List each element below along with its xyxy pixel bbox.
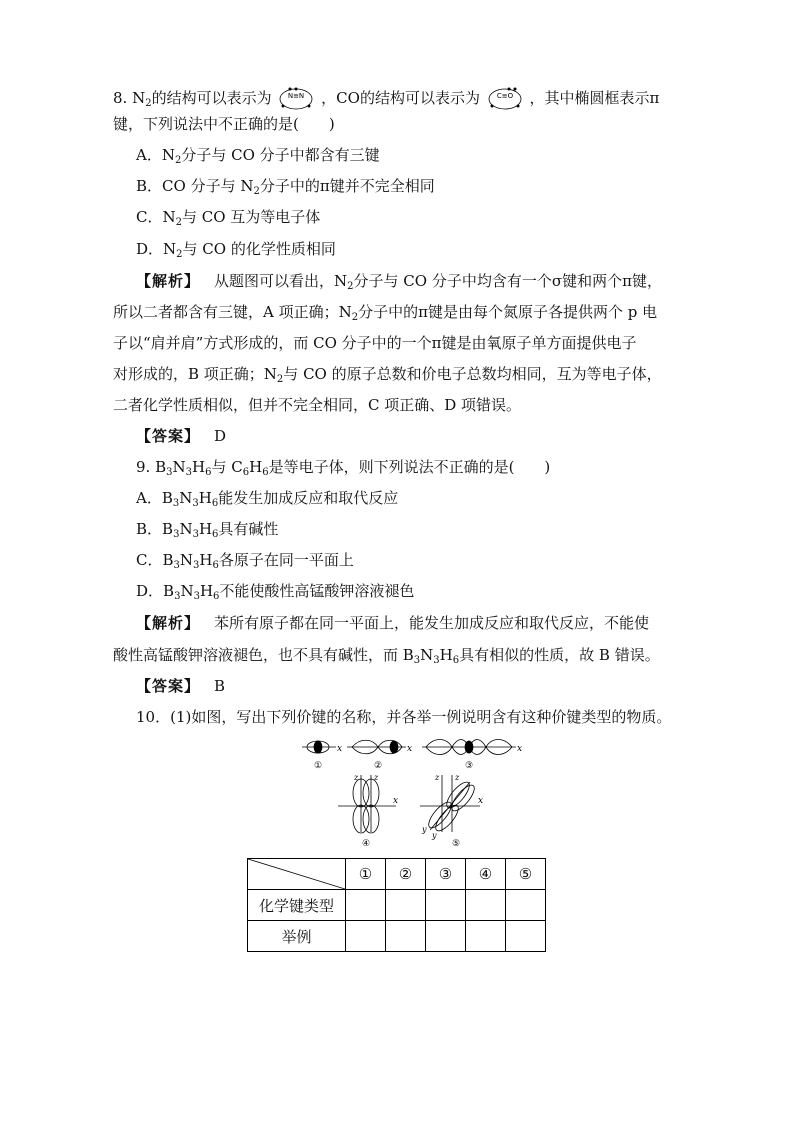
svg-text:x: x bbox=[478, 796, 484, 806]
svg-text:⑤: ⑤ bbox=[451, 839, 461, 849]
q8-stem-line2: 键，下列说法中不正确的是( ) bbox=[113, 115, 335, 133]
svg-text:y: y bbox=[432, 831, 437, 840]
orbital-diagram-5 bbox=[420, 773, 483, 849]
orbital-diagram-2 bbox=[347, 740, 412, 771]
q8-option-a: A．$N_2$分子与 CO 分子中都含有三键 bbox=[136, 146, 380, 166]
table-header-row bbox=[248, 859, 546, 890]
svg-text:z: z bbox=[374, 773, 379, 782]
answer-cell[interactable] bbox=[506, 921, 546, 952]
q8-analysis-line1: 【解析】 从题图可以看出，$N_2$分子与 CO 分子中均含有一个σ键和两个π键， bbox=[136, 272, 662, 292]
table-row-example bbox=[248, 921, 546, 952]
svg-text:C≡O: C≡O bbox=[496, 92, 513, 100]
q10-stem: 10．(1)如图，写出下列价键的名称，并各举一例说明含有这种价键类型的物质。 bbox=[136, 708, 672, 726]
q9-option-d: D．$B_3N_3H_6$不能使酸性高锰酸钾溶液褪色 bbox=[136, 582, 415, 602]
svg-text:z: z bbox=[435, 773, 440, 782]
answer-cell[interactable] bbox=[346, 890, 386, 921]
q8-analysis-line2: 所以二者都含有三键，A 项正确；$N_2$分子中的π键是由每个氮原子各提供两个 p 电 bbox=[113, 303, 658, 323]
q8-option-b: B．CO 分子与 $N_2$分子中的π键并不完全相同 bbox=[136, 177, 435, 197]
answer-cell[interactable] bbox=[386, 921, 426, 952]
orbital-diagram-4 bbox=[338, 773, 398, 849]
table-corner-cell bbox=[248, 859, 346, 890]
svg-text:y: y bbox=[422, 825, 427, 834]
answer-cell[interactable] bbox=[426, 890, 466, 921]
q9-answer: 【答案】 B bbox=[136, 677, 226, 695]
svg-text:①: ① bbox=[313, 761, 323, 771]
svg-text:x: x bbox=[407, 744, 413, 754]
svg-text:x: x bbox=[517, 744, 523, 754]
q8-analysis-line5: 二者化学性质相似，但并不完全相同，C 项正确、D 项错误。 bbox=[113, 396, 522, 414]
q9-analysis-line1: 【解析】 苯所有原子都在同一平面上，能发生加成反应和取代反应，不能使 bbox=[136, 614, 650, 632]
svg-text:x: x bbox=[337, 744, 343, 754]
orbital-diagram-1 bbox=[302, 741, 342, 771]
q8-analysis-line4: 对形成的，B 项正确；$N_2$与 CO 的原子总数和价电子总数均相同，互为等电子体， bbox=[113, 365, 662, 385]
svg-text:②: ② bbox=[373, 761, 383, 771]
answer-cell[interactable] bbox=[386, 890, 426, 921]
svg-text:z: z bbox=[455, 773, 460, 782]
svg-text:z: z bbox=[354, 773, 359, 782]
table-header-5: ⑤ bbox=[506, 859, 546, 890]
orbital-diagram-3 bbox=[422, 740, 522, 772]
answer-cell[interactable] bbox=[466, 890, 506, 921]
table-row-bond-type bbox=[248, 890, 546, 921]
svg-text:④: ④ bbox=[361, 839, 371, 849]
row-label-example: 举例 bbox=[248, 921, 346, 952]
q8-answer: 【答案】 D bbox=[136, 427, 227, 445]
q8-option-d: D．$N_2$与 CO 的化学性质相同 bbox=[136, 240, 336, 260]
answer-cell[interactable] bbox=[346, 921, 386, 952]
svg-text:x: x bbox=[393, 796, 399, 806]
answer-cell[interactable] bbox=[506, 890, 546, 921]
table-header-4: ④ bbox=[466, 859, 506, 890]
q9-option-a: A．$B_3N_3H_6$能发生加成反应和取代反应 bbox=[136, 489, 399, 509]
q9-option-c: C．$B_3N_3H_6$各原子在同一平面上 bbox=[136, 551, 354, 571]
n2-structure-diagram bbox=[278, 84, 314, 112]
co-structure-diagram bbox=[487, 84, 523, 112]
q9-stem: 9. $B_3N_3H_6$与 $C_6H_6$是等电子体，则下列说法不正确的是( ) bbox=[136, 458, 551, 478]
q8-stem-line1: 8. $N_2$的结构可以表示为 N≡N ，CO的结构可以表示为 C≡O ，其中椭圆框表示π bbox=[113, 84, 659, 112]
bond-type-table bbox=[247, 858, 546, 952]
answer-cell[interactable] bbox=[466, 921, 506, 952]
answer-cell[interactable] bbox=[426, 921, 466, 952]
row-label-bond-type: 化学键类型 bbox=[248, 890, 346, 921]
svg-text:N≡N: N≡N bbox=[288, 92, 305, 100]
table-header-3: ③ bbox=[426, 859, 466, 890]
svg-text:③: ③ bbox=[464, 761, 474, 771]
table-header-2: ② bbox=[386, 859, 426, 890]
q8-analysis-line3: 子以“肩并肩”方式形成的，而 CO 分子中的一个π键是由氧原子单方面提供电子 bbox=[113, 334, 637, 352]
q8-option-c: C．$N_2$与 CO 互为等电子体 bbox=[136, 208, 321, 228]
table-header-1: ① bbox=[346, 859, 386, 890]
q9-option-b: B．$B_3N_3H_6$具有碱性 bbox=[136, 520, 279, 540]
q9-analysis-line2: 酸性高锰酸钾溶液褪色，也不具有碱性，而 $B_3N_3H_6$具有相似的性质，故 B 错误。 bbox=[113, 646, 660, 666]
